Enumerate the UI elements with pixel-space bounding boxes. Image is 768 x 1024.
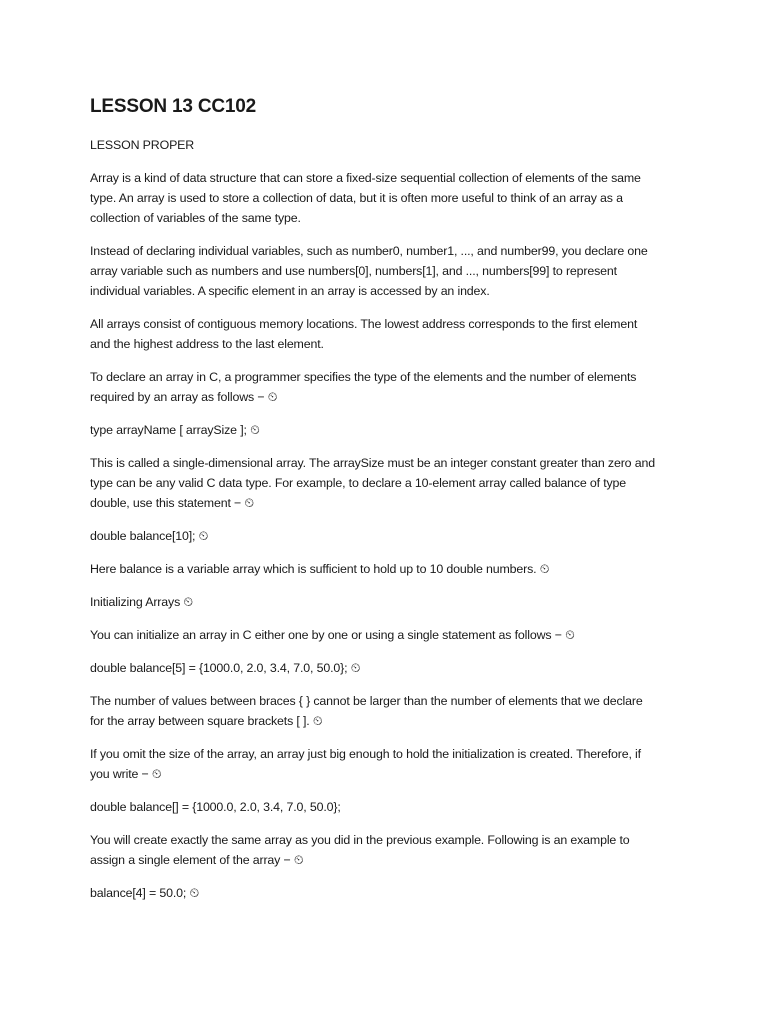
text-line: assign a single element of the array − ⏲ bbox=[90, 853, 304, 867]
paragraph bbox=[90, 691, 680, 731]
paragraph bbox=[90, 420, 680, 440]
paragraph bbox=[90, 241, 680, 301]
text-line: you write − ⏲ bbox=[90, 767, 162, 781]
paragraph bbox=[90, 526, 680, 546]
paragraph bbox=[90, 135, 680, 155]
text-line: and the highest address to the last element. bbox=[90, 337, 324, 351]
text-line: Initializing Arrays ⏲ bbox=[90, 595, 193, 609]
text-line: Here balance is a variable array which is sufficient to hold up to 10 double numbers. ⏲ bbox=[90, 562, 550, 576]
text-line: double balance[5] = {1000.0, 2.0, 3.4, 7.0, 50.0}; ⏲ bbox=[90, 661, 361, 675]
paragraph bbox=[90, 658, 680, 678]
paragraph bbox=[90, 883, 680, 903]
text-line: individual variables. A specific element in an array is accessed by an index. bbox=[90, 284, 490, 298]
text-line: type can be any valid C data type. For example, to declare a 10-element array called balance of type bbox=[90, 476, 627, 490]
text-line: double, use this statement − ⏲ bbox=[90, 496, 254, 510]
text-line: double balance[10]; ⏲ bbox=[90, 529, 209, 543]
text-line: type arrayName [ arraySize ]; ⏲ bbox=[90, 423, 260, 437]
text-line: If you omit the size of the array, an array just big enough to hold the initialization is created. Therefore, if bbox=[90, 747, 641, 761]
text-line: array variable such as numbers and use numbers[0], numbers[1], and ..., numbers[99] to represent bbox=[90, 264, 617, 278]
text-line: You can initialize an array in C either one by one or using a single statement as follows − ⏲ bbox=[90, 628, 575, 642]
text-line: collection of variables of the same type. bbox=[90, 211, 301, 225]
paragraph bbox=[90, 830, 680, 870]
text-line: Array is a kind of data structure that can store a fixed-size sequential collection of elements of the same bbox=[90, 171, 641, 185]
paragraph bbox=[90, 559, 680, 579]
text-line: To declare an array in C, a programmer specifies the type of the elements and the number of elements bbox=[90, 370, 637, 384]
paragraph bbox=[90, 592, 680, 612]
paragraph bbox=[90, 797, 680, 817]
paragraph bbox=[90, 367, 680, 407]
text-line: This is called a single-dimensional array. The arraySize must be an integer constant greater than zero and bbox=[90, 456, 655, 470]
text-line: double balance[] = {1000.0, 2.0, 3.4, 7.0, 50.0}; bbox=[90, 800, 341, 814]
document-body bbox=[90, 135, 680, 903]
text-line: The number of values between braces { } cannot be larger than the number of elements that we declare bbox=[90, 694, 643, 708]
paragraph bbox=[90, 453, 680, 513]
text-line: type. An array is used to store a collection of data, but it is often more useful to think of an array as a bbox=[90, 191, 623, 205]
text-line: required by an array as follows − ⏲ bbox=[90, 390, 278, 404]
paragraph bbox=[90, 744, 680, 784]
text-line: LESSON PROPER bbox=[90, 138, 195, 152]
text-line: You will create exactly the same array as you did in the previous example. Following is an example to bbox=[90, 833, 630, 847]
paragraph bbox=[90, 625, 680, 645]
text-line: All arrays consist of contiguous memory locations. The lowest address corresponds to the first element bbox=[90, 317, 638, 331]
text-line: for the array between square brackets [ ]. ⏲ bbox=[90, 714, 323, 728]
paragraph bbox=[90, 314, 680, 354]
text-line: Instead of declaring individual variables, such as number0, number1, ..., and number99, you declare one bbox=[90, 244, 648, 258]
paragraph bbox=[90, 168, 680, 228]
document-title: LESSON 13 CC102 bbox=[90, 96, 256, 117]
text-line: balance[4] = 50.0; ⏲ bbox=[90, 886, 199, 900]
